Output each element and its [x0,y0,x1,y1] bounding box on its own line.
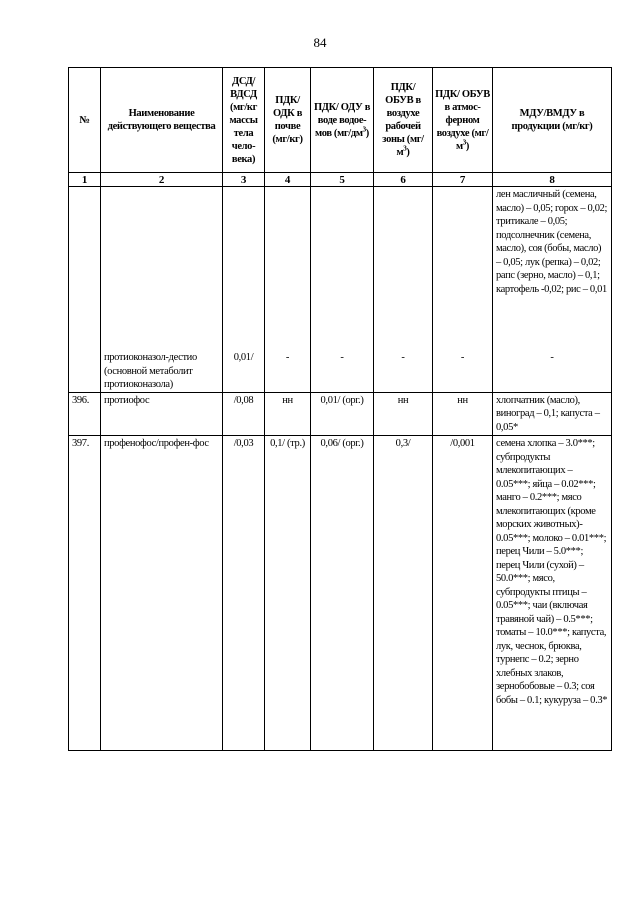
cell-air-work: - [374,350,433,392]
cell-air-work: нн [374,392,433,436]
cell-air-work [374,187,433,351]
cell-air-atm: /0,001 [433,436,493,751]
header-mdu: МДУ/ВМДУ в продукции (мг/кг) [493,68,612,173]
table-row [69,392,612,436]
header-air-atmospheric: ПДК/ ОБУВ в атмос-ферном воздухе $(мг/м^3)$ [433,68,493,173]
cell-mdu: семена хлопка – 3.0***; субпродукты млекопитающих – 0.05***; яйца – 0.02***; манго – 0.2***; мясо млекопитающих (кроме морских животных)- 0.05***; молоко – 0.01***; перец Чили – 5.0***; перец Чили (сухой) – 50.0***; мясо, субпродукты птицы – 0.05***; чаи (включая травяной чай) – 0.5***; томаты – 10.0***; капуста, лук, чеснок, брюква, турнепс – 0.2; зерно хлебных злаков, зернобобовые – 0.3; соя бобы – 0.1; кукуруза – 0.3* [493,436,612,751]
cell-mdu: лен масличный (семена, масло) – 0,05; горох – 0,02; тритикале – 0,05; подсолнечник (семена, масло), соя (бобы, масло) – 0,05; лук (репка) – 0,02; рапс (зерно, масло) – 0,1; картофель -0,02; рис – 0,01 [493,187,612,351]
header-water: ПДК/ ОДУ в воде водое-мов $(мг/дм^3)$ [311,68,374,173]
cell-name: профенофос/профен-фос [101,436,223,751]
column-number: 1 [69,173,101,187]
header-number: № [69,68,101,173]
pesticide-standards-table [68,67,612,751]
column-number-row [69,173,612,187]
header-soil: ПДК/ ОДК в почве (мг/кг) [265,68,311,173]
cell-dsd [223,187,265,351]
column-number: 2 [101,173,223,187]
cell-number: 397. [69,436,101,751]
cell-name [101,187,223,351]
cell-water [311,187,374,351]
cell-number [69,187,101,393]
cell-soil: - [265,350,311,392]
cell-water: 0,06/ (орг.) [311,436,374,751]
table-row [69,436,612,751]
continuation-row [69,187,612,351]
column-number: 4 [265,173,311,187]
header-row [69,68,612,173]
column-number: 3 [223,173,265,187]
cell-mdu: хлопчатник (масло), виноград – 0,1; капуста – 0,05* [493,392,612,436]
cell-water: 0,01/ (орг.) [311,392,374,436]
cell-air-atm: - [433,350,493,392]
column-number: 6 [374,173,433,187]
cell-name: протиоконазол-дестио (основной метаболит протиоконазола) [101,350,223,392]
cell-air-atm [433,187,493,351]
metabolite-row [69,350,612,392]
column-number: 7 [433,173,493,187]
page-number: 84 [313,35,327,50]
cell-number: 396. [69,392,101,436]
header-substance-name: Наименование действующего вещества [101,68,223,173]
cell-soil: нн [265,392,311,436]
cell-dsd: /0,03 [223,436,265,751]
column-number: 8 [493,173,612,187]
header-dsd: ДСД/ ВДСД (мг/кг массы тела чело-века) [223,68,265,173]
column-number: 5 [311,173,374,187]
cell-dsd: /0,08 [223,392,265,436]
cell-mdu: - [493,350,612,392]
header-air-work-zone: ПДК/ ОБУВ в воздухе рабочей зоны $(мг/м^3)$ [374,68,433,173]
cell-name: протиофос [101,392,223,436]
cell-air-atm: нн [433,392,493,436]
cell-soil: 0,1/ (тр.) [265,436,311,751]
cell-soil [265,187,311,351]
cell-dsd: 0,01/ [223,350,265,392]
cell-water: - [311,350,374,392]
cell-air-work: 0,3/ [374,436,433,751]
